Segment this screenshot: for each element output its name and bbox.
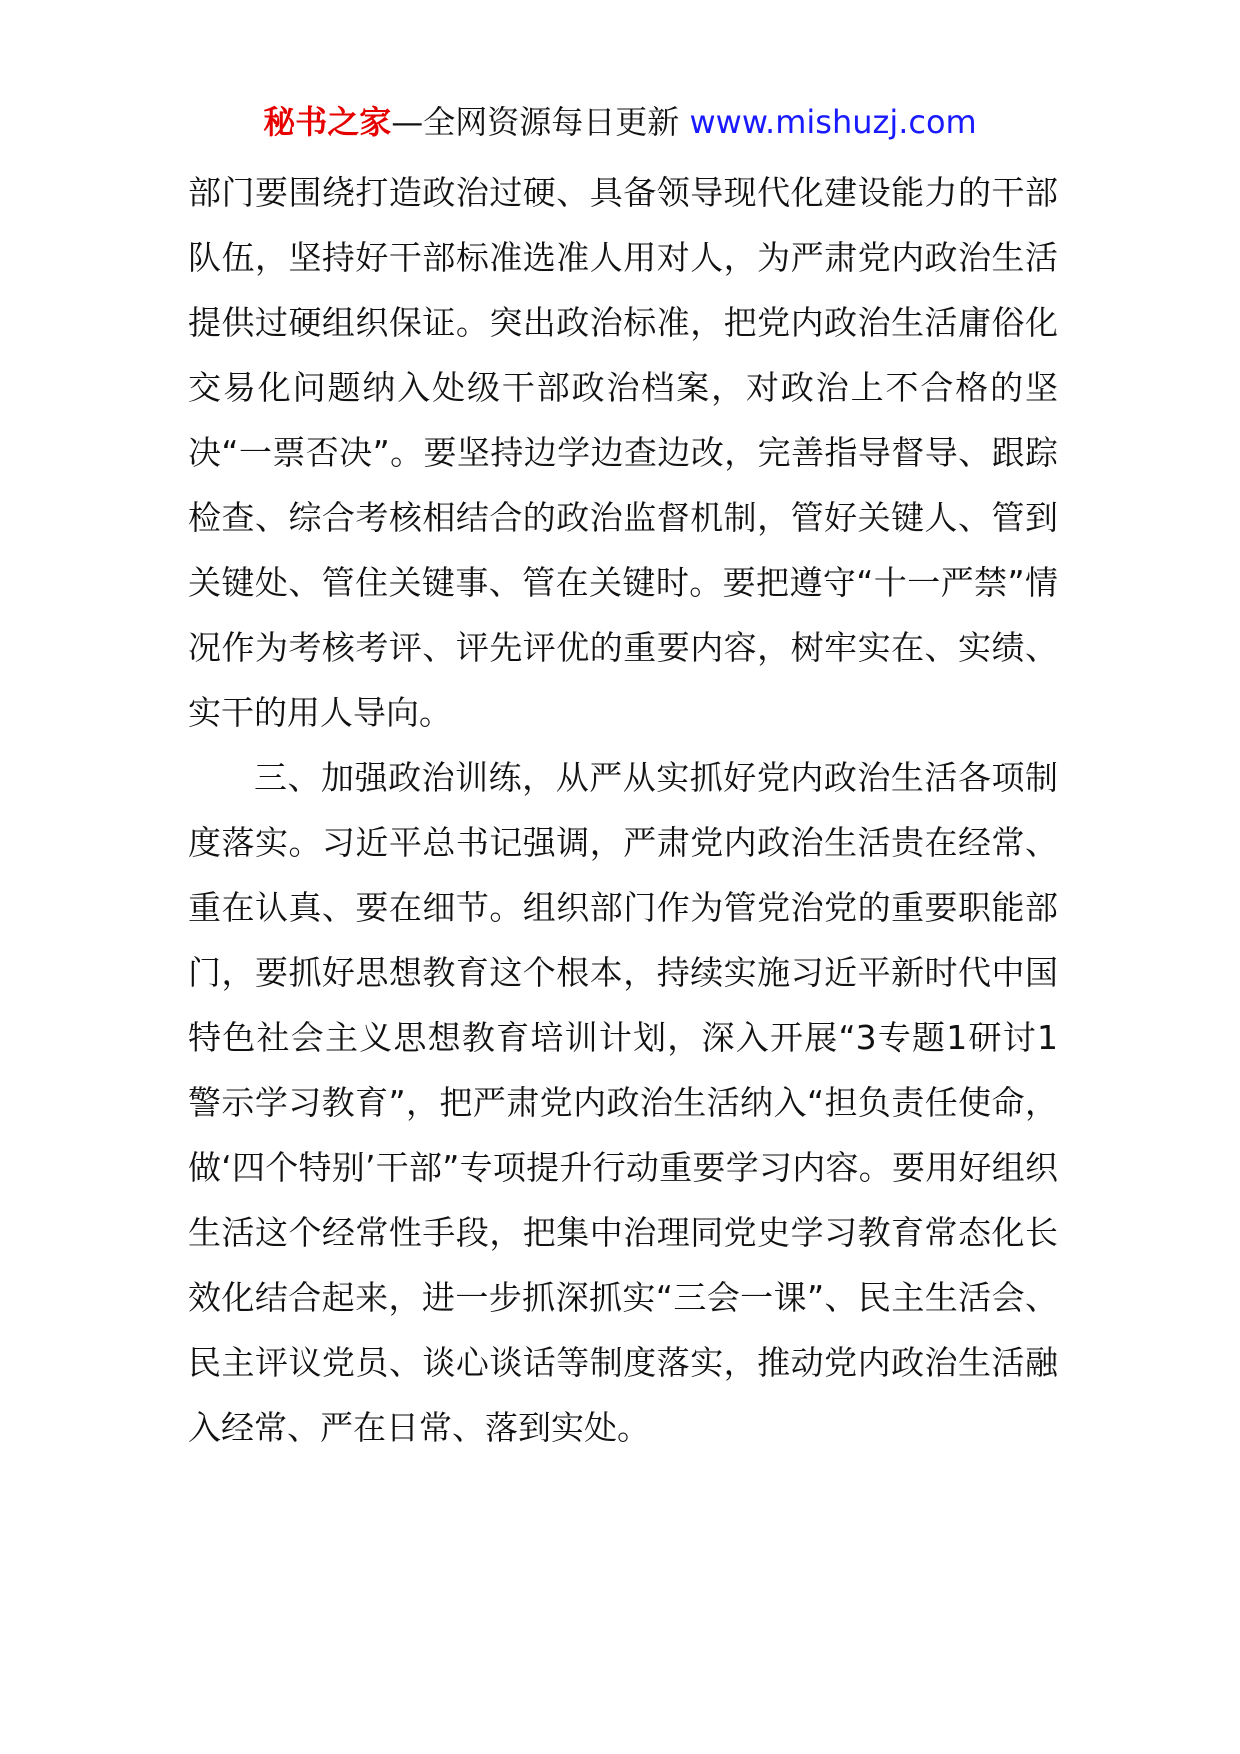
brand-name: 秘书之家 <box>263 103 392 141</box>
watermark-header <box>0 100 1240 144</box>
brand-url[interactable]: www.mishuzj.com <box>689 103 977 141</box>
brand-tagline: —全网资源每日更新 <box>391 103 690 141</box>
document-body <box>188 160 1058 1460</box>
paragraph-section-three: 三、加强政治训练，从严从实抓好党内政治生活各项制度落实。习近平总书记强调，严肃党内政治生活贵在经常、重在认真、要在细节。组织部门作为管党治党的重要职能部门，要抓好思想教育这个根本，持续实施习近平新时代中国特色社会主义思想教育培训计划，深入开展“3专题1研讨1警示学习教育”，把严肃党内政治生活纳入“担负责任使命，做‘四个特别’干部”专项提升行动重要学习内容。要用好组织生活这个经常性手段，把集中治理同党史学习教育常态化长效化结合起来，进一步抓深抓实“三会一课”、民主生活会、民主评议党员、谈心谈话等制度落实，推动党内政治生活融入经常、严在日常、落到实处。 <box>188 758 1058 1447</box>
paragraph-continuation: 部门要围绕打造政治过硬、具备领导现代化建设能力的干部队伍，坚持好干部标准选准人用对人，为严肃党内政治生活提供过硬组织保证。突出政治标准，把党内政治生活庸俗化交易化问题纳入处级干部政治档案，对政治上不合格的坚决“一票否决”。要坚持边学边查边改，完善指导督导、跟踪检查、综合考核相结合的政治监督机制，管好关键人、管到关键处、管住关键事、管在关键时。要把遵守“十一严禁”情况作为考核考评、评先评优的重要内容，树牢实在、实绩、实干的用人导向。 <box>188 173 1058 732</box>
